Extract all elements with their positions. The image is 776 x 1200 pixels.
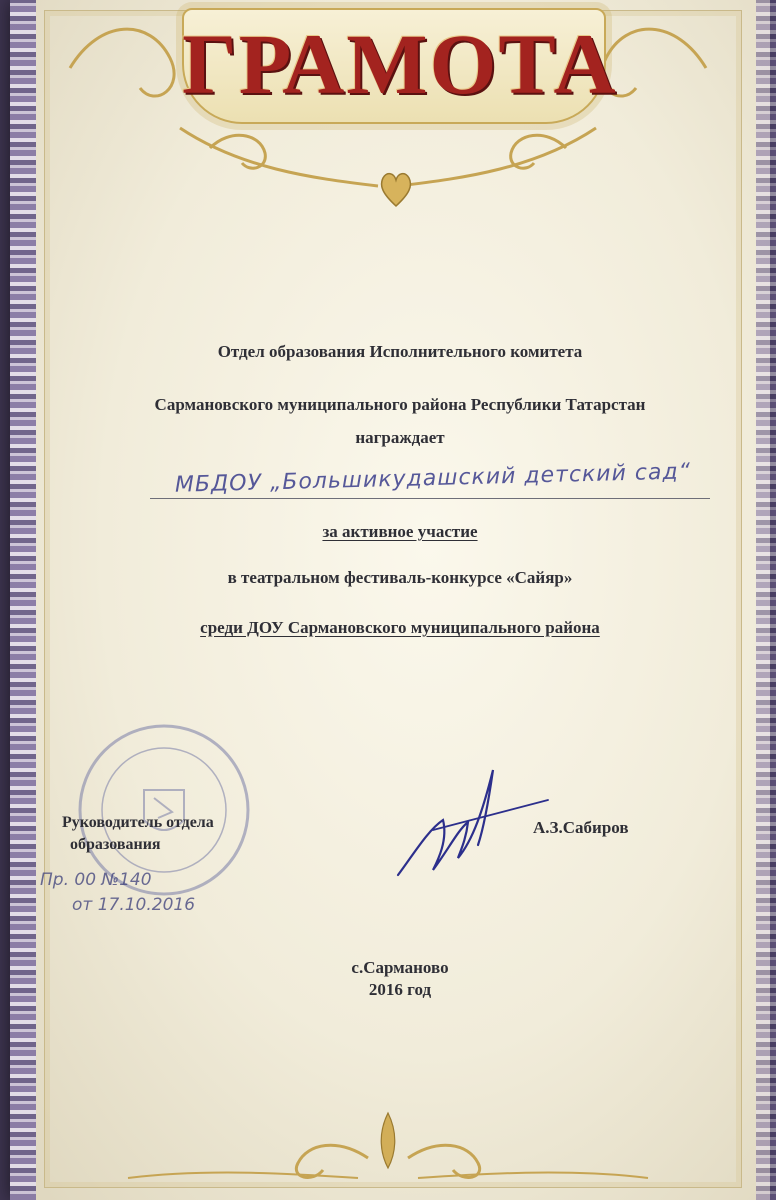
footer-ornament-icon bbox=[118, 1108, 658, 1188]
signatory-name: А.З.Сабиров bbox=[533, 818, 629, 837]
issuer-line-1: Отдел образования Исполнительного комитета bbox=[217, 342, 583, 361]
certificate-title: ГРАМОТА bbox=[182, 16, 618, 112]
issuer-line-2: Сармановского муниципального района Республики Татарстан bbox=[154, 395, 646, 414]
issue-place: с.Сарманово bbox=[351, 958, 449, 977]
recipient-handwritten: МБДОУ „Большикудашский детский сад“ bbox=[174, 459, 692, 498]
decorative-border-right bbox=[756, 0, 776, 1200]
issue-year: 2016 год bbox=[368, 980, 432, 999]
decorative-border-left bbox=[10, 0, 36, 1200]
event-line: в театральном фестиваль-конкурсе «Сайяр» bbox=[227, 568, 573, 587]
signatory-title-line-2: образования bbox=[70, 836, 161, 853]
heart-ornament-icon bbox=[379, 168, 413, 208]
recipient-underline bbox=[150, 498, 710, 499]
registration-date: от 17.10.2016 bbox=[72, 895, 196, 915]
scope-line: среди ДОУ Сармановского муниципального района bbox=[200, 618, 600, 637]
award-reason: за активное участие bbox=[322, 522, 478, 541]
signatory-title-line-1: Руководитель отдела bbox=[62, 814, 214, 831]
registration-number: Пр. 00 №140 bbox=[40, 870, 152, 890]
awards-verb: награждает bbox=[355, 428, 445, 447]
